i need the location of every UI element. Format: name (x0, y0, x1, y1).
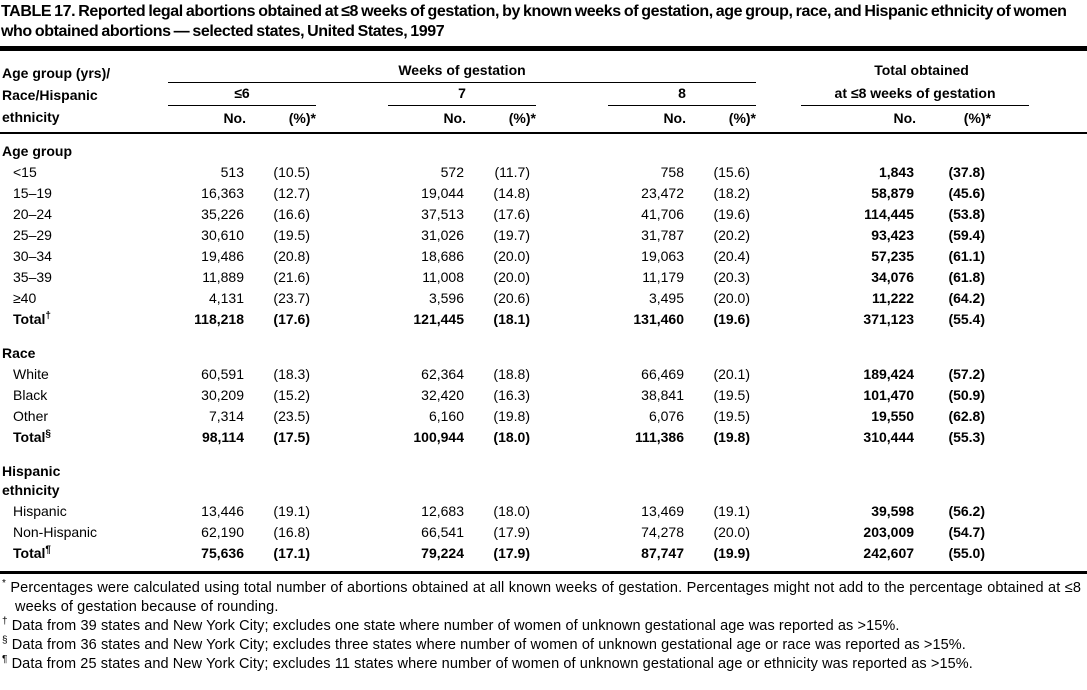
cell-percent: (17.9) (493, 545, 530, 561)
cell-percent: (57.2) (948, 366, 986, 382)
weeks-group-label: Weeks of gestation (168, 62, 756, 83)
cell-percent: (14.8) (493, 185, 530, 201)
table-row (0, 364, 1087, 385)
cell-percent: (20.0) (713, 524, 751, 540)
cell-percent: (19.9) (713, 545, 751, 561)
stub-header-line-3: ethnicity (2, 109, 60, 125)
cell-percent: (10.5) (273, 164, 310, 180)
table-row (0, 385, 1087, 406)
weeks-group-header (168, 60, 756, 83)
cell-percent: (18.0) (493, 429, 530, 445)
no-column-header: No. (756, 106, 916, 133)
cell-number: 6,160 (428, 408, 464, 424)
total-header-line-2 (756, 83, 1087, 106)
cell-number: 111,386 (634, 429, 684, 445)
cell-number: 3,495 (648, 290, 684, 306)
footnote: ¶ Data from 25 states and New York City; excludes 11 states where number of women of unknown gestational age or ethnicity was reported as >15%. (2, 654, 973, 672)
cell-percent: (17.5) (273, 429, 310, 445)
cell-percent: (17.1) (273, 545, 310, 561)
cell-percent: (59.4) (948, 227, 986, 243)
cell-percent: (19.6) (713, 206, 751, 222)
row-label: 20–24 (13, 206, 52, 222)
cell-percent: (19.7) (493, 227, 530, 243)
stub-header (0, 60, 168, 133)
filler-cell (991, 364, 1087, 385)
cell-percent: (18.8) (493, 366, 530, 382)
cell-number: 23,472 (641, 185, 684, 201)
filler-cell (991, 267, 1087, 288)
total-header-label: at ≤8 weeks of gestation (801, 85, 1029, 106)
cell-number: 98,114 (201, 429, 244, 445)
cell-percent: (61.1) (948, 248, 986, 264)
cell-percent: (12.7) (273, 185, 310, 201)
table-body (0, 133, 1087, 570)
table-row (0, 225, 1087, 246)
cell-percent: (11.7) (494, 164, 530, 180)
cell-number: 93,423 (871, 227, 915, 243)
cell-number: 572 (440, 164, 464, 180)
cell-number: 12,683 (421, 503, 464, 519)
cell-number: 4,131 (208, 290, 244, 306)
cell-percent: (45.6) (948, 185, 986, 201)
table-row (0, 309, 1087, 336)
cell-number: 34,076 (871, 269, 915, 285)
cell-percent: (19.1) (273, 503, 310, 519)
cell-number: 18,686 (421, 248, 464, 264)
no-column-header: No. (536, 106, 686, 133)
table-title: TABLE 17. Reported legal abortions obtained at ≤8 weeks of gestation, by known weeks of gestation, age group, race, and Hispanic ethnicity of women who obtained abortions — selected states, United States, 1997 (1, 3, 1067, 40)
cell-percent: (20.2) (713, 227, 751, 243)
cell-number: 131,460 (633, 311, 684, 327)
cell-percent: (19.6) (713, 311, 751, 327)
cell-number: 19,486 (201, 248, 244, 264)
cell-number: 3,596 (428, 290, 464, 306)
cell-number: 19,044 (421, 185, 464, 201)
filler-cell (991, 406, 1087, 427)
cell-number: 30,209 (201, 387, 244, 403)
cell-percent: (19.5) (273, 227, 310, 243)
footnote-reference: ¶ (45, 544, 51, 556)
row-label: Black (13, 387, 48, 403)
cell-number: 11,179 (642, 269, 684, 285)
cell-number: 19,550 (871, 408, 915, 424)
cell-number: 35,226 (201, 206, 244, 222)
footnote-reference: § (45, 428, 51, 440)
table-header (0, 60, 1087, 133)
row-label: Other (13, 408, 49, 424)
cell-number: 32,420 (421, 387, 464, 403)
cell-percent: (16.3) (493, 387, 530, 403)
footnote-marker: ¶ (2, 654, 8, 666)
table-row (0, 204, 1087, 225)
stub-header-line-1: Age group (yrs)/ (2, 65, 111, 81)
cell-percent: (23.5) (273, 408, 310, 424)
filler-cell (991, 385, 1087, 406)
cell-number: 87,747 (641, 545, 684, 561)
cell-percent: (19.8) (713, 429, 751, 445)
filler-cell (991, 427, 1087, 454)
cell-percent: (17.9) (493, 524, 530, 540)
row-label: White (13, 366, 49, 382)
cell-number: 513 (220, 164, 244, 180)
title-rule (0, 46, 1087, 51)
filler-cell (991, 204, 1087, 225)
cell-number: 114,445 (864, 206, 915, 222)
table-row (0, 427, 1087, 454)
footnote: § Data from 36 states and New York City; excludes three states where number of women of unknown gestational age or race was reported as >15%. (2, 635, 966, 653)
cell-number: 7,314 (208, 408, 244, 424)
footnote-reference: † (45, 310, 51, 322)
cell-number: 118,218 (194, 311, 244, 327)
cell-percent: (18.3) (273, 366, 310, 382)
cell-percent: (61.8) (948, 269, 986, 285)
footnotes (0, 571, 1087, 680)
cell-percent: (37.8) (948, 164, 986, 180)
cell-percent: (20.6) (493, 290, 530, 306)
section-label: Age group (2, 143, 72, 159)
cell-percent: (55.4) (948, 311, 986, 327)
filler-cell (991, 309, 1087, 336)
abortion-gestation-table (0, 60, 1087, 570)
section-header-row (0, 133, 1087, 162)
cell-number: 66,541 (421, 524, 464, 540)
table-row (0, 288, 1087, 309)
table-row (0, 162, 1087, 183)
section-header-row (0, 454, 1087, 482)
cell-number: 62,190 (201, 524, 244, 540)
cell-number: 66,469 (641, 366, 684, 382)
row-label: 35–39 (13, 269, 52, 285)
footnote: * Percentages were calculated using total number of abortions obtained at all known weeks of gestation. Percentages might not add to the percentage obtained at ≤8 weeks of gestation because of rounding. (2, 578, 1081, 615)
pct-column-header: (%)* (466, 106, 536, 133)
week-col-header-8 (536, 83, 756, 106)
cell-percent: (15.2) (273, 387, 310, 403)
row-label: 30–34 (13, 248, 52, 264)
section-header-row (0, 482, 1087, 501)
table-row (0, 183, 1087, 204)
cell-percent: (23.7) (273, 290, 310, 306)
table-row (0, 522, 1087, 543)
cell-number: 30,610 (201, 227, 244, 243)
cell-percent: (64.2) (948, 290, 986, 306)
pct-column-header: (%)* (246, 106, 316, 133)
row-label: Total§ (13, 428, 51, 445)
section-label: ethnicity (2, 482, 60, 498)
table-row (0, 501, 1087, 522)
cell-percent: (20.3) (713, 269, 751, 285)
table-row (0, 246, 1087, 267)
cell-percent: (15.6) (713, 164, 751, 180)
cell-number: 121,445 (413, 311, 464, 327)
cell-number: 758 (660, 164, 684, 180)
cell-number: 100,944 (413, 429, 464, 445)
pct-column-header: (%)* (686, 106, 756, 133)
cell-percent: (56.2) (948, 503, 986, 519)
week-col-label-7: 7 (388, 85, 536, 106)
cell-percent: (20.4) (713, 248, 751, 264)
cell-percent: (18.2) (713, 185, 751, 201)
cell-number: 13,446 (201, 503, 244, 519)
footnote: † Data from 39 states and New York City; excludes one state where number of women of unknown gestational age was reported as >15%. (2, 616, 900, 634)
filler-cell (991, 183, 1087, 204)
cell-percent: (20.0) (493, 269, 530, 285)
cell-number: 31,787 (641, 227, 684, 243)
table-row (0, 543, 1087, 570)
cell-percent: (53.8) (948, 206, 986, 222)
pct-column-header: (%)* (916, 106, 991, 133)
cell-percent: (54.7) (948, 524, 986, 540)
section-label: Hispanic (2, 463, 61, 479)
cell-percent: (19.5) (713, 408, 751, 424)
footnote-marker: * (2, 578, 6, 590)
cell-number: 62,364 (421, 366, 464, 382)
header-row-1 (0, 60, 1087, 83)
cell-number: 60,591 (201, 366, 244, 382)
no-column-header: No. (168, 106, 246, 133)
cell-number: 41,706 (641, 206, 684, 222)
cell-percent: (19.5) (713, 387, 751, 403)
cell-number: 371,123 (863, 311, 915, 327)
row-label: Non-Hispanic (13, 524, 98, 540)
cell-number: 74,278 (641, 524, 684, 540)
week-col-header-6 (168, 83, 316, 106)
filler-cell (991, 162, 1087, 183)
filler-cell (991, 522, 1087, 543)
cell-percent: (55.0) (948, 545, 986, 561)
cell-percent: (50.9) (948, 387, 986, 403)
cell-percent: (20.0) (493, 248, 530, 264)
row-label: 15–19 (13, 185, 52, 201)
footnote-marker: § (2, 635, 8, 647)
cell-number: 310,444 (863, 429, 915, 445)
footnote-marker: † (2, 616, 8, 628)
cell-number: 242,607 (863, 545, 915, 561)
table-row (0, 406, 1087, 427)
cell-number: 79,224 (421, 545, 464, 561)
cell-number: 11,889 (202, 269, 244, 285)
week-col-header-7 (316, 83, 536, 106)
cell-number: 39,598 (871, 503, 915, 519)
row-label: Total† (13, 310, 51, 327)
cell-number: 16,363 (201, 185, 244, 201)
total-header-line-1: Total obtained (874, 62, 969, 78)
row-label: Total¶ (13, 544, 51, 561)
cell-number: 13,469 (641, 503, 684, 519)
no-column-header: No. (316, 106, 466, 133)
row-label: 25–29 (13, 227, 52, 243)
row-label: ≥40 (13, 290, 37, 306)
filler-cell (991, 501, 1087, 522)
table-row (0, 267, 1087, 288)
cell-percent: (20.0) (713, 290, 751, 306)
cell-number: 101,470 (863, 387, 915, 403)
row-label: <15 (13, 164, 37, 180)
cell-percent: (55.3) (948, 429, 986, 445)
filler-cell (991, 246, 1087, 267)
row-label: Hispanic (13, 503, 67, 519)
filler-header-cell (991, 106, 1087, 133)
cell-percent: (16.8) (273, 524, 310, 540)
cell-percent: (17.6) (493, 206, 530, 222)
filler-cell (991, 288, 1087, 309)
cell-number: 189,424 (863, 366, 915, 382)
cell-number: 203,009 (863, 524, 915, 540)
week-col-label-6: ≤6 (168, 85, 316, 106)
cell-number: 11,008 (422, 269, 464, 285)
cell-percent: (17.6) (273, 311, 310, 327)
cell-percent: (16.6) (273, 206, 310, 222)
section-header-row (0, 336, 1087, 364)
cell-percent: (19.1) (713, 503, 751, 519)
cell-number: 37,513 (421, 206, 464, 222)
cell-number: 11,222 (871, 290, 915, 306)
cell-number: 58,879 (871, 185, 915, 201)
cell-number: 31,026 (421, 227, 464, 243)
cell-number: 57,235 (871, 248, 915, 264)
filler-cell (991, 225, 1087, 246)
cell-number: 19,063 (641, 248, 684, 264)
cell-percent: (18.1) (493, 311, 530, 327)
cell-percent: (19.8) (493, 408, 530, 424)
filler-cell (991, 543, 1087, 570)
cell-percent: (20.1) (713, 366, 751, 382)
cell-number: 38,841 (641, 387, 684, 403)
week-col-label-8: 8 (608, 85, 756, 106)
cell-number: 75,636 (201, 545, 244, 561)
cell-number: 6,076 (648, 408, 684, 424)
cell-number: 1,843 (878, 164, 915, 180)
cell-percent: (62.8) (948, 408, 986, 424)
cell-percent: (21.6) (273, 269, 310, 285)
cell-percent: (20.8) (273, 248, 310, 264)
section-label: Race (2, 345, 36, 361)
stub-header-line-2: Race/Hispanic (2, 87, 98, 103)
cell-percent: (18.0) (493, 503, 530, 519)
